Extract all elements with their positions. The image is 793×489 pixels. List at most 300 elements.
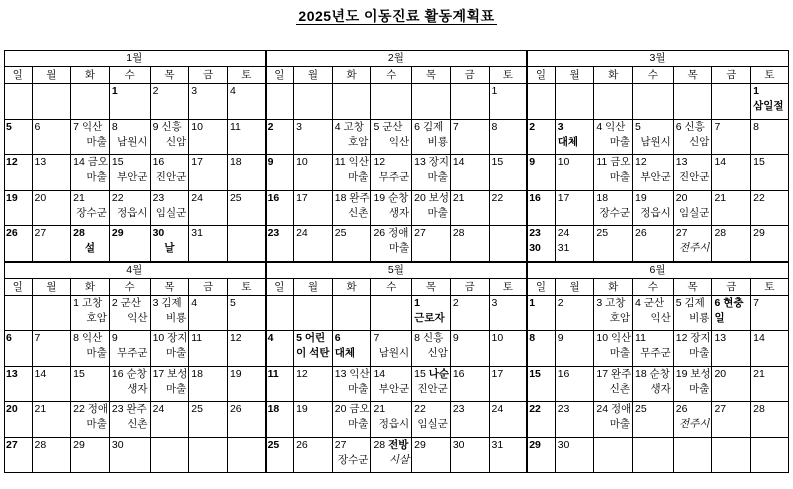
day-number — [490, 402, 527, 417]
weekday-header: 수 — [110, 67, 151, 84]
event-area: 마출 — [609, 135, 631, 148]
day-number — [71, 226, 109, 241]
weekday-header: 토 — [228, 67, 266, 84]
day-number — [712, 331, 750, 346]
day-cell — [189, 438, 228, 474]
event-area: 장수군 — [599, 206, 631, 219]
day-number — [294, 155, 332, 170]
event-area: 진안군 — [679, 171, 710, 183]
day-cell — [266, 402, 295, 438]
day-cell — [371, 296, 412, 332]
day-number — [490, 155, 527, 170]
day-number — [189, 84, 227, 99]
day-cell — [110, 402, 151, 438]
day-cell — [151, 155, 190, 191]
day-cell — [333, 367, 372, 403]
day-number — [71, 296, 109, 311]
day-number — [71, 367, 109, 382]
day-number-value: 20 — [414, 191, 426, 204]
day-number-value: 24 — [557, 227, 570, 239]
day-cell — [490, 84, 528, 120]
day-number-value: 22 — [529, 403, 541, 415]
day-cell — [4, 331, 33, 367]
day-number-value: 29 — [529, 438, 541, 451]
day-cell — [33, 438, 72, 474]
day-number-value: 3 — [596, 296, 603, 309]
day-number-value: 3 — [491, 296, 498, 309]
day-number-value: 28 — [714, 227, 727, 239]
day-number-value: 21 — [73, 191, 85, 204]
weekday-header: 목 — [151, 67, 190, 84]
event-area: 부안군 — [378, 382, 410, 395]
event-area: 시살 — [388, 453, 410, 466]
day-number-value: 26 — [675, 403, 688, 415]
day-number — [333, 120, 371, 135]
day-number — [110, 331, 150, 346]
weekday-header: 금 — [451, 279, 490, 296]
day-number — [189, 155, 227, 170]
day-cell — [189, 191, 228, 227]
weekday-header: 금 — [189, 67, 228, 84]
event-area: 대체 — [334, 347, 356, 359]
day-number-value: 22 — [753, 191, 765, 204]
day-number — [4, 331, 32, 346]
day-cell — [371, 120, 412, 156]
day-number-value: 31 — [191, 227, 203, 239]
day-cell — [490, 438, 528, 474]
event-area: 전주시 — [679, 418, 710, 430]
day-number — [189, 402, 227, 417]
day-number-value: 27 — [414, 227, 426, 239]
day-number — [110, 120, 150, 135]
event-site: 순창 — [126, 367, 147, 380]
day-cell — [371, 84, 412, 120]
day-number — [751, 331, 788, 346]
day-number-value: 12 — [229, 332, 242, 344]
day-number — [527, 331, 555, 346]
day-cell — [110, 331, 151, 367]
day-number — [556, 367, 594, 382]
day-number — [228, 191, 265, 206]
day-number-value: 24 — [491, 403, 504, 415]
day-number-value: 15 — [414, 367, 426, 380]
weekday-header: 일 — [527, 279, 556, 296]
day-number-value: 5 — [229, 296, 236, 309]
event-area: 신암 — [689, 135, 710, 148]
day-number — [294, 331, 332, 361]
day-cell — [594, 367, 633, 403]
day-cell — [110, 438, 151, 474]
day-cell — [333, 191, 372, 227]
day-number-value: 10 — [296, 156, 308, 168]
event-area: 익산 — [127, 311, 148, 324]
day-number — [451, 155, 489, 170]
day-cell — [151, 296, 190, 332]
day-cell — [594, 191, 633, 227]
event-site: 장지 — [428, 156, 450, 168]
event-site: 보성 — [428, 191, 450, 204]
event-area: 마출 — [348, 418, 369, 430]
event-site: 보성 — [690, 367, 711, 380]
day-number — [228, 84, 265, 99]
day-number — [294, 438, 332, 453]
event-area: 무주군 — [640, 347, 671, 359]
day-number-value: 27 — [675, 227, 688, 239]
day-number — [71, 402, 109, 417]
day-number-value: 19 — [373, 191, 386, 204]
day-cell — [594, 84, 633, 120]
day-number-value: 20 — [334, 403, 347, 415]
day-number — [594, 120, 632, 135]
day-cell — [451, 402, 490, 438]
day-number-value: 8 — [491, 120, 498, 133]
event-site: 정애 — [388, 227, 409, 239]
weekday-header: 금 — [712, 67, 751, 84]
day-number-value: 8 — [111, 120, 118, 133]
day-number-value: 12 — [635, 156, 647, 168]
weekday-header: 일 — [266, 279, 295, 296]
day-number — [151, 331, 189, 346]
day-cell — [594, 438, 633, 474]
day-number-value: 17 — [596, 367, 609, 380]
event-site: 순창 — [388, 191, 409, 204]
event-area: 임실군 — [679, 206, 710, 219]
day-number — [33, 155, 71, 170]
day-number-value: 1 — [111, 85, 118, 97]
day-number — [228, 331, 265, 346]
event-area: 장수군 — [76, 206, 107, 219]
day-cell — [490, 120, 528, 156]
day-number-value: 27 — [714, 403, 727, 415]
day-number — [33, 331, 71, 346]
weekday-header: 화 — [333, 67, 372, 84]
day-number — [412, 155, 450, 170]
weekday-header: 토 — [490, 279, 528, 296]
day-number — [712, 296, 750, 326]
day-number-value: 2 — [529, 120, 536, 133]
event-site: 보성 — [167, 367, 188, 380]
day-number — [412, 226, 450, 241]
day-number — [71, 120, 109, 135]
event-area: 마출 — [689, 382, 710, 395]
day-number-value: 6 — [334, 332, 341, 344]
event-site: 고창 — [81, 296, 103, 309]
day-number-value: 26 — [635, 227, 647, 239]
day-number-value: 23 — [267, 227, 280, 239]
day-number — [266, 367, 294, 382]
day-cell — [151, 331, 190, 367]
day-number — [266, 120, 294, 135]
event-area: 비룡 — [427, 135, 448, 148]
event-area: 전주시 — [679, 242, 710, 254]
day-number-value: 3 — [191, 85, 198, 97]
day-number-value: 4 — [635, 296, 641, 309]
day-cell — [594, 155, 633, 191]
day-number-value: 18 — [596, 191, 609, 204]
day-cell — [712, 402, 751, 438]
day-cell — [4, 155, 33, 191]
day-cell — [751, 438, 789, 474]
day-number — [4, 438, 32, 453]
day-number-value: 13 — [34, 156, 47, 168]
event-site: 군산 — [643, 296, 665, 309]
day-cell — [228, 296, 266, 332]
day-number — [712, 155, 750, 170]
day-cell — [110, 226, 151, 262]
day-number — [371, 155, 411, 170]
day-cell — [527, 191, 556, 227]
day-number — [556, 226, 594, 256]
day-number — [110, 438, 150, 453]
event-area: 무주군 — [378, 171, 410, 183]
day-number-value: 5 — [296, 332, 302, 344]
day-number-value: 16 — [267, 191, 280, 204]
weekday-header: 일 — [4, 67, 33, 84]
day-cell — [451, 226, 490, 262]
day-cell — [110, 120, 151, 156]
day-number — [33, 226, 71, 241]
day-number — [594, 402, 632, 417]
day-number — [228, 155, 265, 170]
day-number-value: 12 — [6, 156, 18, 168]
event-site: 30 — [529, 242, 541, 254]
day-number-value: 16 — [529, 191, 541, 204]
event-area: 남원시 — [117, 135, 148, 148]
day-number-value: 28 — [452, 227, 465, 239]
day-cell — [228, 438, 266, 474]
day-number-value: 9 — [111, 332, 118, 344]
day-cell — [674, 296, 713, 332]
day-cell — [4, 120, 33, 156]
day-number-value: 4 — [229, 85, 236, 97]
day-number-value: 23 — [557, 403, 570, 415]
day-number — [333, 402, 371, 417]
event-site: 김제 — [161, 296, 182, 309]
day-cell — [556, 367, 595, 403]
day-number-value: 8 — [753, 120, 759, 133]
day-number-value: 30 — [111, 438, 124, 451]
day-number-value: 14 — [753, 332, 765, 344]
day-cell — [556, 296, 595, 332]
day-cell — [33, 226, 72, 262]
day-number — [451, 226, 489, 241]
day-cell — [371, 367, 412, 403]
event-area: 신촌 — [609, 382, 631, 395]
day-number-value: 14 — [373, 367, 386, 380]
day-cell — [266, 120, 295, 156]
day-number-value: 7 — [34, 332, 41, 344]
day-cell — [674, 438, 713, 474]
day-number — [674, 155, 712, 170]
event-site: 김제 — [422, 120, 444, 133]
day-number — [371, 120, 411, 135]
day-cell — [633, 438, 674, 474]
day-number — [110, 402, 150, 417]
day-number-value: 3 — [557, 120, 564, 133]
day-number — [451, 296, 489, 311]
day-cell — [490, 367, 528, 403]
weekday-header: 화 — [594, 67, 633, 84]
holiday-label: 전방 — [388, 438, 409, 451]
day-cell — [451, 438, 490, 474]
day-cell — [751, 84, 789, 120]
day-cell — [527, 296, 556, 332]
day-number — [633, 155, 673, 170]
day-cell — [490, 331, 528, 367]
day-cell — [751, 367, 789, 403]
day-number-value: 11 — [191, 332, 203, 344]
day-cell — [151, 120, 190, 156]
day-number-value: 11 — [334, 156, 346, 168]
day-cell — [294, 331, 333, 367]
day-cell — [751, 226, 789, 262]
day-number-value: 13 — [714, 332, 727, 344]
day-number — [294, 367, 332, 382]
day-cell — [674, 331, 713, 367]
day-number-value: 13 — [334, 367, 347, 380]
day-number-value: 17 — [491, 367, 504, 380]
weekday-header: 금 — [189, 279, 228, 296]
event-area: 부안군 — [640, 171, 671, 183]
day-number-value: 1 — [753, 85, 759, 97]
day-cell — [189, 84, 228, 120]
day-number — [333, 438, 371, 453]
day-number-value: 7 — [753, 296, 759, 309]
day-number — [4, 402, 32, 417]
day-cell — [527, 120, 556, 156]
day-number-value: 28 — [373, 438, 386, 451]
day-number-value: 15 — [529, 367, 541, 380]
day-number-value: 7 — [452, 120, 459, 133]
day-cell — [751, 155, 789, 191]
day-number-value: 5 — [635, 120, 641, 133]
day-cell — [110, 191, 151, 227]
day-number-value: 10 — [596, 332, 609, 344]
day-number-value: 18 — [267, 403, 280, 415]
day-number-value: 19 — [6, 191, 18, 204]
day-number-value: 8 — [414, 332, 421, 344]
day-cell — [371, 331, 412, 367]
day-cell — [294, 402, 333, 438]
day-cell — [451, 296, 490, 332]
day-number — [527, 438, 555, 453]
day-number-value: 29 — [753, 227, 765, 239]
holiday-label: 설 — [84, 242, 96, 254]
event-site: 어린이 — [296, 332, 326, 359]
day-cell — [294, 155, 333, 191]
event-area: 정읍시 — [640, 206, 671, 219]
day-number — [151, 155, 189, 170]
day-number-value: 13 — [6, 367, 18, 380]
day-cell — [266, 296, 295, 332]
event-area: 생자 — [650, 382, 671, 395]
day-cell — [674, 226, 713, 262]
day-cell — [556, 226, 595, 262]
event-site: 군산 — [382, 120, 403, 133]
day-cell — [333, 296, 372, 332]
day-number — [33, 438, 71, 453]
event-site: 완주 — [126, 403, 147, 415]
day-cell — [751, 331, 789, 367]
weekday-header: 수 — [371, 279, 412, 296]
day-number — [594, 367, 632, 382]
day-number-value: 27 — [34, 227, 47, 239]
day-cell — [71, 367, 110, 403]
day-cell — [333, 226, 372, 262]
event-area: 정읍시 — [378, 418, 410, 430]
day-cell — [71, 191, 110, 227]
day-number-value: 22 — [491, 191, 504, 204]
day-cell — [228, 367, 266, 403]
holiday-label: 석탄 — [309, 347, 330, 359]
holiday-label: 나순 — [428, 367, 450, 380]
day-number-value: 28 — [753, 403, 765, 415]
weekday-header: 일 — [266, 67, 295, 84]
day-cell — [633, 402, 674, 438]
event-site: 고창 — [343, 120, 364, 133]
day-cell — [228, 120, 266, 156]
day-cell — [110, 155, 151, 191]
day-cell — [712, 84, 751, 120]
day-cell — [189, 120, 228, 156]
day-number — [33, 191, 71, 206]
day-number — [189, 120, 227, 135]
day-cell — [71, 296, 110, 332]
day-number-value: 11 — [596, 156, 608, 168]
page-title: 2025년도 이동진료 활동계획표 — [298, 8, 495, 24]
day-number — [110, 367, 150, 382]
event-area: 마출 — [165, 347, 187, 359]
day-number-value: 15 — [491, 156, 504, 168]
day-number — [371, 331, 411, 346]
day-number-value: 22 — [414, 403, 426, 415]
day-number-value: 17 — [152, 367, 165, 380]
day-cell — [33, 402, 72, 438]
weekday-header: 목 — [674, 67, 713, 84]
day-number-value: 15 — [73, 367, 85, 380]
day-number-value: 21 — [753, 367, 765, 380]
event-area: 진안군 — [155, 171, 187, 183]
day-cell — [266, 84, 295, 120]
day-number — [266, 438, 294, 453]
event-area: 마출 — [86, 135, 107, 148]
day-cell — [333, 402, 372, 438]
day-number — [490, 331, 527, 346]
day-cell — [594, 296, 633, 332]
day-number — [110, 191, 150, 206]
day-number-value: 21 — [373, 403, 386, 415]
event-site: 금오 — [87, 156, 109, 168]
day-number-value: 26 — [6, 227, 18, 239]
day-number-value: 21 — [34, 403, 47, 415]
day-number — [633, 120, 673, 135]
day-cell — [556, 191, 595, 227]
day-cell — [266, 331, 295, 367]
day-cell — [294, 191, 333, 227]
day-cell — [751, 402, 789, 438]
weekday-header: 화 — [71, 67, 110, 84]
day-number — [189, 367, 227, 382]
event-site: 고창 — [605, 296, 626, 309]
day-cell — [189, 402, 228, 438]
day-cell — [633, 84, 674, 120]
day-cell — [266, 226, 295, 262]
day-cell — [228, 155, 266, 191]
day-number — [294, 402, 332, 417]
day-cell — [633, 226, 674, 262]
day-cell — [266, 191, 295, 227]
day-cell — [266, 438, 295, 474]
